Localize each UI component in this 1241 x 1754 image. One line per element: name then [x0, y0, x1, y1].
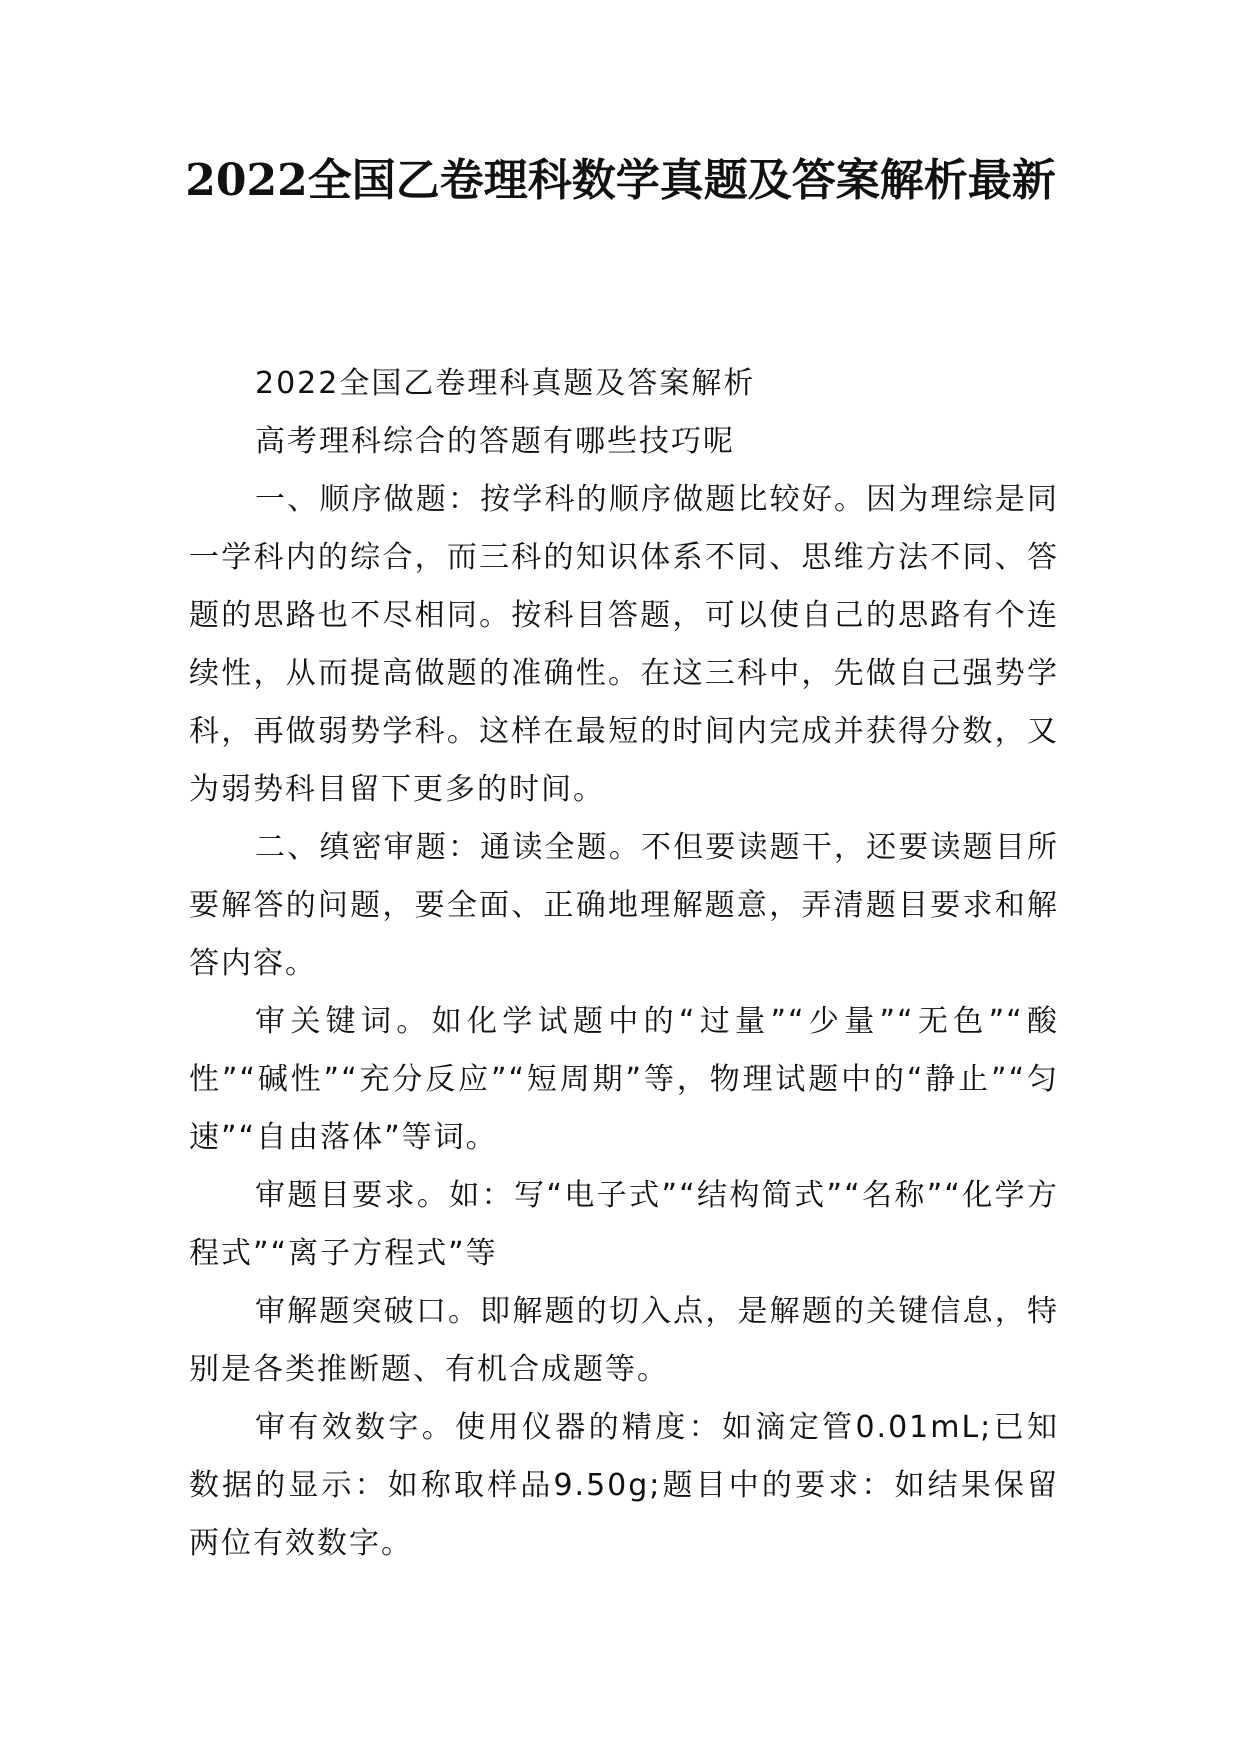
document-title: 2022全国乙卷理科数学真题及答案解析最新 [185, 155, 1056, 206]
paragraph-keywords: 审关键词。如化学试题中的“过量”“少量”“无色”“酸性”“碱性”“充分反应”“短周期”等，物理试题中的“静止”“匀速”“自由落体”等词。 [189, 1004, 1059, 1155]
paragraph-question: 高考理科综合的答题有哪些技巧呢 [255, 424, 735, 459]
paragraph-subtitle: 2022全国乙卷理科真题及答案解析 [255, 366, 756, 401]
paragraph-careful-reading: 二、缜密审题：通读全题。不但要读题干，还要读题目所要解答的问题，要全面、正确地理解题意，弄清题目要求和解答内容。 [189, 830, 1059, 981]
document-body [189, 355, 1059, 1573]
paragraph-significant-figures: 审有效数字。使用仪器的精度：如滴定管0.01mL;已知数据的显示：如称取样品9.50g;题目中的要求：如结果保留两位有效数字。 [189, 1410, 1059, 1561]
paragraph-order: 一、顺序做题：按学科的顺序做题比较好。因为理综是同一学科内的综合，而三科的知识体系不同、思维方法不同、答题的思路也不尽相同。按科目答题，可以使自己的思路有个连续性，从而提高做题的准确性。在这三科中，先做自己强势学科，再做弱势学科。这样在最短的时间内完成并获得分数，又为弱势科目留下更多的时间。 [189, 482, 1059, 807]
paragraph-requirements: 审题目要求。如：写“电子式”“结构简式”“名称”“化学方程式”“离子方程式”等 [189, 1178, 1059, 1271]
paragraph-breakthrough: 审解题突破口。即解题的切入点，是解题的关键信息，特别是各类推断题、有机合成题等。 [189, 1294, 1059, 1387]
